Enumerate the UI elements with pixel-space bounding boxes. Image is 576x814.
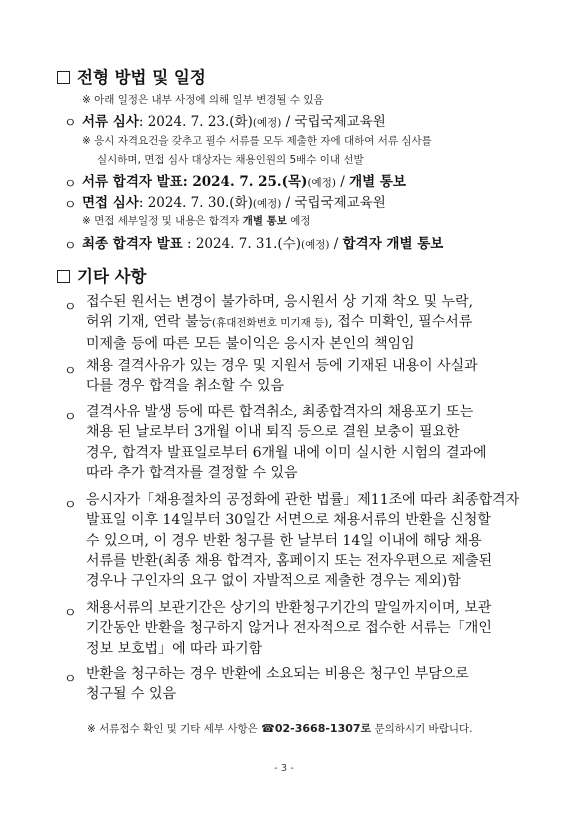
bullet-circle-icon: ㅇ xyxy=(64,498,77,513)
interview-note: ※ 면접 세부일정 및 내용은 합격자 개별 통보 예정 xyxy=(82,215,311,227)
document-review-note-line2: 실시하며, 면접 심사 대상자는 채용인원의 5배수 이내 선발 xyxy=(97,154,364,166)
section-title: 전형 방법 및 일정 xyxy=(77,68,206,87)
item-date: : 2024. 7. 31.(수) xyxy=(182,236,301,252)
item-tentative: (예정) xyxy=(307,177,336,189)
phone-number: ☎02-3668-1307로 xyxy=(261,722,372,735)
item-date: : 2024. 7. 25.(목) xyxy=(182,174,308,190)
paragraph-additional-hires: 결격사유 발생 등에 따른 합격취소, 최종합격자의 채용포기 또는 채용 된 날로부터 3개월 이내 퇴직 등으로 결원 보충이 필요한 경우, 합격자 발표일로부터 6개월 내에 이미 실시한 시험의 결과에 따라 추가 합격자를 결정할 수 있음 xyxy=(86,404,487,481)
contact-note: ※ 서류접수 확인 및 기타 세부 사항은 ☎02-3668-1307로 문의하시기 바랍니다. xyxy=(87,722,473,735)
checkbox-square-icon xyxy=(57,270,70,283)
schedule-item-document-review xyxy=(82,110,386,130)
paragraph-document-return: 응시자가「채용절차의 공정화에 관한 법률」제11조에 따라 최종합격자 발표일 이후 14일부터 30일간 서면으로 채용서류의 반환을 신청할 수 있으며, 이 경우 반환 청구를 한 날부터 14일 이내에 해당 채용 서류를 반환(최종 채용 합격자, 홈페이지 또는 전자우편으로 제출된 경우나 구인자의 요구 없이 자발적으로 제출한 경우는 제외)함 xyxy=(86,492,520,590)
item-tentative: (예정) xyxy=(252,198,282,210)
bullet-circle-icon: ㅇ xyxy=(64,300,77,315)
item-tentative: (예정) xyxy=(252,117,282,129)
section-title: 기타 사항 xyxy=(77,267,147,286)
paragraph-retention-period: 채용서류의 보관기간은 상기의 반환청구기간의 말일까지이며, 보관 기간동안 반환을 청구하지 않거나 전자적으로 접수한 서류는「개인 정보 보호법」에 따라 파기함 xyxy=(86,600,492,657)
bullet-circle-icon: ㅇ xyxy=(64,410,77,425)
item-label: 서류 심사 xyxy=(82,114,139,130)
item-date: : 2024. 7. 23.(화) xyxy=(138,114,253,130)
section-heading-misc xyxy=(57,263,147,287)
bullet-circle-icon: ㅇ xyxy=(64,198,77,213)
bullet-circle-icon: ㅇ xyxy=(64,364,77,379)
bullet-circle-icon: ㅇ xyxy=(64,239,77,254)
bullet-circle-icon: ㅇ xyxy=(64,606,77,621)
schedule-item-document-results xyxy=(82,170,406,190)
paragraph-return-cost: 반환을 청구하는 경우 반환에 소요되는 비용은 청구인 부담으로 청구될 수 있음 xyxy=(86,666,469,703)
section-heading-schedule xyxy=(57,64,206,88)
item-location: / 국립국제교육원 xyxy=(281,114,386,130)
item-notice: 합격자 개별 통보 xyxy=(342,236,444,252)
item-location: / 국립국제교육원 xyxy=(281,195,386,211)
paragraph-application-changes: 접수된 원서는 변경이 불가하며, 응시원서 상 기재 착오 및 누락, 허위 기재, 연락 불능(휴대전화번호 미기재 등), 접수 미확인, 필수서류 미제출 등에 따른 모든 불이익은 응시자 본인의 책임임 xyxy=(86,294,474,352)
item-separator: / xyxy=(335,174,350,190)
bullet-circle-icon: ㅇ xyxy=(64,672,77,687)
schedule-item-final-results xyxy=(82,232,443,252)
checkbox-square-icon xyxy=(57,71,70,84)
page-number: - 3 - xyxy=(274,763,294,774)
item-notice: 개별 통보 xyxy=(349,174,406,190)
schedule-note: ※ 아래 일정은 내부 사정에 의해 일부 변경될 수 있음 xyxy=(82,94,324,106)
item-date: : 2024. 7. 30.(화) xyxy=(138,195,253,211)
schedule-item-interview xyxy=(82,191,386,211)
bullet-circle-icon: ㅇ xyxy=(64,177,77,192)
item-separator: / xyxy=(329,236,343,252)
document-review-note-line1: ※ 응시 자격요건을 갖추고 필수 서류를 모두 제출한 자에 대하여 서류 심사를 xyxy=(82,135,432,147)
item-tentative: (예정) xyxy=(300,239,330,251)
bullet-circle-icon: ㅇ xyxy=(64,116,77,131)
paragraph-disqualification: 채용 결격사유가 있는 경우 및 지원서 등에 기재된 내용이 사실과 다를 경우 합격을 취소할 수 있음 xyxy=(86,358,478,395)
item-label: 최종 합격자 발표 xyxy=(82,236,183,252)
item-label: 서류 합격자 발표 xyxy=(82,174,183,190)
item-label: 면접 심사 xyxy=(82,195,139,211)
